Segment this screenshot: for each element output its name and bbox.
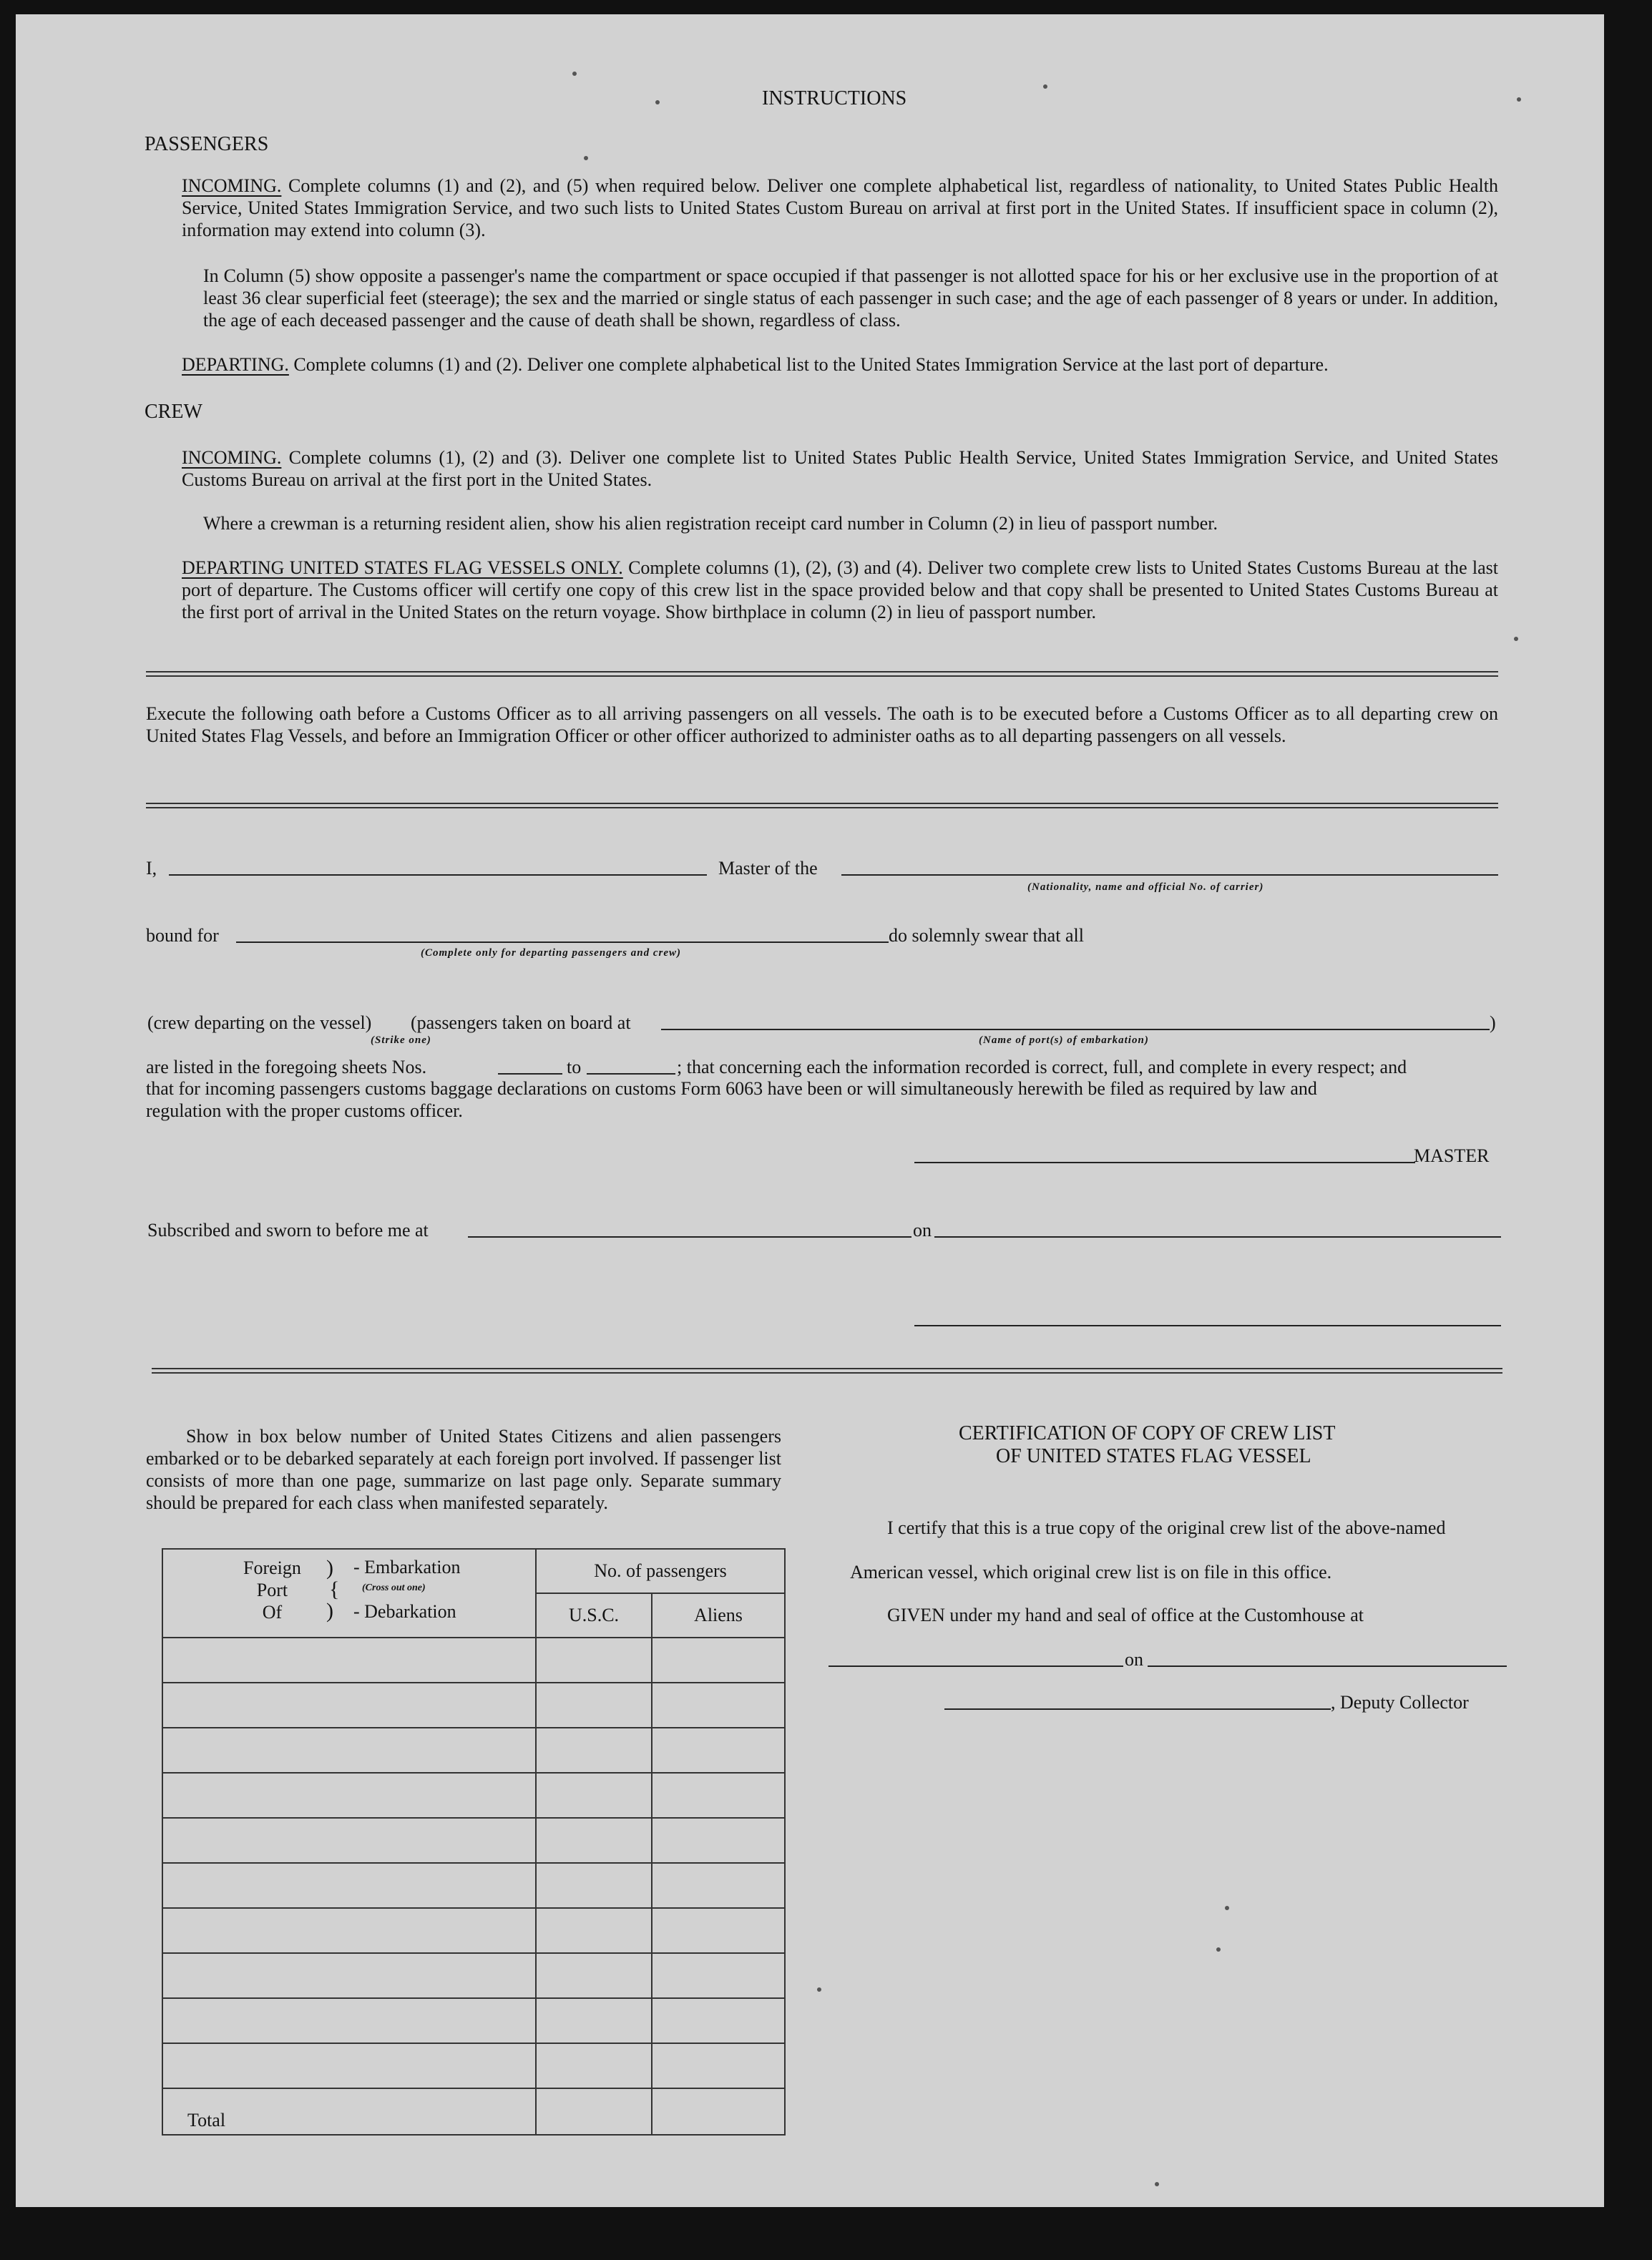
sheet-from-field[interactable] (498, 1073, 562, 1075)
brace-bottom: ) (326, 1599, 333, 1623)
port-cell[interactable] (162, 1998, 536, 2043)
strike-hint: (Strike one) (371, 1034, 431, 1046)
certification-title-1: CERTIFICATION OF COPY OF CREW LIST (959, 1422, 1336, 1444)
sworn-date-field[interactable] (934, 1236, 1501, 1238)
usc-cell[interactable] (536, 1953, 652, 1998)
aliens-cell[interactable] (652, 1683, 785, 1728)
section-divider (146, 803, 1498, 808)
passengers-departing-text: Complete columns (1) and (2). Deliver one complete alphabetical list to the United States Immigration Service at the last port of departure. (293, 354, 1329, 375)
scan-speck (1517, 97, 1521, 102)
usc-cell[interactable] (536, 1773, 652, 1818)
oath-i-label: I, (146, 858, 157, 879)
table-row (162, 1728, 785, 1773)
crew-heading: CREW (145, 401, 202, 423)
table-row (162, 1998, 785, 2043)
scan-speck (1514, 637, 1518, 641)
given-text: GIVEN under my hand and seal of office at the Customhouse at (887, 1605, 1364, 1625)
table-row (162, 1863, 785, 1908)
listed-text: that for incoming passengers customs baggage declarations on customs Form 6063 have been or will simultaneously herewith be filed as required by law and (146, 1078, 1317, 1099)
total-row (162, 2088, 785, 2135)
on-label: on (913, 1220, 932, 1241)
scan-speck (817, 1987, 821, 1992)
port-cell[interactable] (162, 1773, 536, 1818)
passengers-incoming-text: Complete columns (1) and (2), and (5) when required below. Deliver one complete alphabetical list, regardless of nationality, to United States Public Health Service, United States Immigration Service, and two such lists to United States Custom Bureau on arrival at first port in the United States. If insufficient space in column (2), information may extend into column (3). (182, 175, 1498, 240)
port-cell[interactable] (162, 1863, 536, 1908)
carrier-field[interactable] (841, 874, 1498, 876)
aliens-cell[interactable] (652, 1638, 785, 1683)
passenger-summary-table (162, 1548, 786, 2136)
table-row (162, 1683, 785, 1728)
port-cell[interactable] (162, 1908, 536, 1953)
passengers-incoming-label: INCOMING. (182, 175, 282, 196)
usc-cell[interactable] (536, 1863, 652, 1908)
brace-middle: { (329, 1577, 340, 1601)
passengers-departing-label: DEPARTING. (182, 354, 289, 375)
table-row (162, 2043, 785, 2088)
aliens-cell[interactable] (652, 1773, 785, 1818)
cert-date-field[interactable] (1148, 1665, 1507, 1667)
master-signature-field[interactable] (914, 1162, 1415, 1163)
header-of: Of (262, 1602, 283, 1623)
certification-title-2: OF UNITED STATES FLAG VESSEL (996, 1445, 1311, 1467)
aliens-cell[interactable] (652, 2043, 785, 2088)
crew-incoming-paragraph (182, 446, 1498, 491)
scan-speck (1216, 1947, 1221, 1952)
scan-speck (1155, 2182, 1159, 2186)
oath-intro: Execute the following oath before a Customs Officer as to all arriving passengers on all vessels. The oath is to be executed before a Customs Officer as to all departing crew on United States Flag Vessels, and before an Immigration Officer or other officer authorized to administer oaths as to all departing passengers on all vessels. (146, 703, 1498, 746)
passengers-departing-paragraph (182, 353, 1498, 376)
usc-cell[interactable] (536, 2043, 652, 2088)
table-row (162, 1773, 785, 1818)
complete-hint: (Complete only for departing passengers and crew) (421, 947, 681, 959)
crew-incoming-text: Complete columns (1), (2) and (3). Deliver one complete list to United States Public Health Service, United States Immigration Service, and United States Customs Bureau on arrival at the first port in the United States. (182, 447, 1498, 490)
usc-cell[interactable] (536, 1818, 652, 1863)
page-title: INSTRUCTIONS (762, 87, 907, 109)
section-divider (146, 671, 1498, 677)
port-cell[interactable] (162, 1683, 536, 1728)
aliens-cell[interactable] (652, 1818, 785, 1863)
aliens-header: Aliens (652, 1593, 785, 1638)
aliens-cell[interactable] (652, 1998, 785, 2043)
usc-cell[interactable] (536, 1728, 652, 1773)
passengers-heading: PASSENGERS (145, 133, 269, 155)
table-row (162, 1818, 785, 1863)
total-label: Total (162, 2088, 536, 2135)
american-vessel-text: American vessel, which original crew list is on file in this office. (850, 1562, 1332, 1583)
usc-cell[interactable] (536, 1998, 652, 2043)
master-label: MASTER (1414, 1145, 1490, 1166)
foreign-port-header (162, 1549, 536, 1638)
bound-for-label: bound for (146, 925, 219, 946)
scan-speck (572, 72, 577, 76)
scan-speck (1043, 84, 1047, 89)
listed-text: regulation with the proper customs officer. (146, 1100, 463, 1121)
aliens-cell[interactable] (652, 1908, 785, 1953)
usc-cell[interactable] (536, 1638, 652, 1683)
crew-incoming-label: INCOMING. (182, 447, 282, 468)
crew-departing-text: Complete columns (1), (2), (3) and (4). Deliver two complete crew lists to United States Customs Bureau at the last port of departure. The Customs officer will certify one copy of this crew list in the space provided below and that copy shall be presented to United States Customs Bureau at the first port of arrival in the United States on the return voyage. Show birthplace in column (2) in lieu of passport number. (182, 557, 1499, 622)
cross-out-hint: (Cross out one) (362, 1583, 426, 1593)
table-row (162, 1638, 785, 1683)
crew-departing-paragraph (182, 557, 1498, 623)
debarkation-label[interactable]: - Debarkation (353, 1601, 456, 1622)
section-divider (152, 1368, 1502, 1374)
crew-departing-option[interactable]: (crew departing on the vessel) (147, 1012, 372, 1033)
bound-for-field[interactable] (236, 941, 889, 943)
ports-hint: (Name of port(s) of embarkation) (979, 1034, 1149, 1046)
crew-resident-paragraph: Where a crewman is a returning resident alien, show his alien registration receipt card number in Column (2) in lieu of passport number. (203, 513, 1218, 534)
customhouse-field[interactable] (829, 1665, 1123, 1667)
passengers-incoming-paragraph (182, 175, 1498, 241)
aliens-cell[interactable] (652, 1863, 785, 1908)
usc-cell[interactable] (536, 1908, 652, 1953)
scan-speck (584, 156, 588, 160)
deputy-signature-field[interactable] (944, 1708, 1331, 1710)
brace-top: ) (326, 1556, 333, 1580)
port-cell[interactable] (162, 1638, 536, 1683)
port-cell[interactable] (162, 1728, 536, 1773)
summary-intro: Show in box below number of United States Citizens and alien passengers embarked or to be debarked separately at each foreign port involved. If passenger list consists of more than one page, summarize on last page only. Separate summary should be prepared for each class when manifested separately. (146, 1426, 781, 1513)
sheet-to-field[interactable] (587, 1073, 675, 1075)
aliens-total-cell[interactable] (652, 2088, 785, 2135)
deputy-collector-label: , Deputy Collector (1331, 1692, 1469, 1713)
usc-header: U.S.C. (536, 1593, 652, 1638)
no-passengers-header: No. of passengers (536, 1549, 785, 1593)
passengers-taken-option[interactable]: (passengers taken on board at (411, 1012, 631, 1033)
crew-departing-label: DEPARTING UNITED STATES FLAG VESSELS ONLY. (182, 557, 623, 578)
header-port: Port (256, 1580, 288, 1600)
sworn-at-field[interactable] (468, 1236, 911, 1238)
scan-speck (655, 100, 660, 104)
certify-text: I certify that this is a true copy of the original crew list of the above-named (887, 1517, 1446, 1538)
swear-label: do solemnly swear that all (889, 925, 1084, 946)
table-row (162, 1908, 785, 1953)
subscribed-label: Subscribed and sworn to before me at (147, 1220, 429, 1241)
cert-on-label: on (1125, 1649, 1143, 1670)
passengers-column5-paragraph: In Column (5) show opposite a passenger's name the compartment or space occupied if that passenger is not allotted space for his or her exclusive use in the proportion of at least 36 clear superficial feet (steerage); the sex and the married or single status of each passenger in such case; and the age of each passenger of 8 years or under. In addition, the age of each deceased passenger and the cause of death shall be shown, regardless of class. (203, 265, 1498, 331)
table-row (162, 1953, 785, 1998)
listed-label: are listed in the foregoing sheets Nos. (146, 1057, 427, 1077)
port-cell[interactable] (162, 1818, 536, 1863)
port-cell[interactable] (162, 1953, 536, 1998)
officer-signature-field[interactable] (914, 1325, 1501, 1326)
aliens-cell[interactable] (652, 1953, 785, 1998)
usc-cell[interactable] (536, 1683, 652, 1728)
usc-total-cell[interactable] (536, 2088, 652, 2135)
scan-speck (1225, 1906, 1229, 1910)
embarkation-ports-field[interactable] (661, 1029, 1490, 1030)
master-of-label: Master of the (718, 858, 818, 879)
port-cell[interactable] (162, 2043, 536, 2088)
to-label: to (567, 1057, 582, 1077)
master-name-field[interactable] (169, 874, 707, 876)
aliens-cell[interactable] (652, 1728, 785, 1773)
embarkation-label[interactable]: - Embarkation (353, 1557, 461, 1577)
listed-text: ; that concerning each the information recorded is correct, full, and complete in every respect; and (677, 1057, 1407, 1077)
table-header-row (162, 1549, 785, 1593)
close-paren: ) (1490, 1012, 1496, 1033)
carrier-hint: (Nationality, name and official No. of carrier) (1027, 881, 1264, 893)
header-foreign: Foreign (243, 1557, 301, 1578)
